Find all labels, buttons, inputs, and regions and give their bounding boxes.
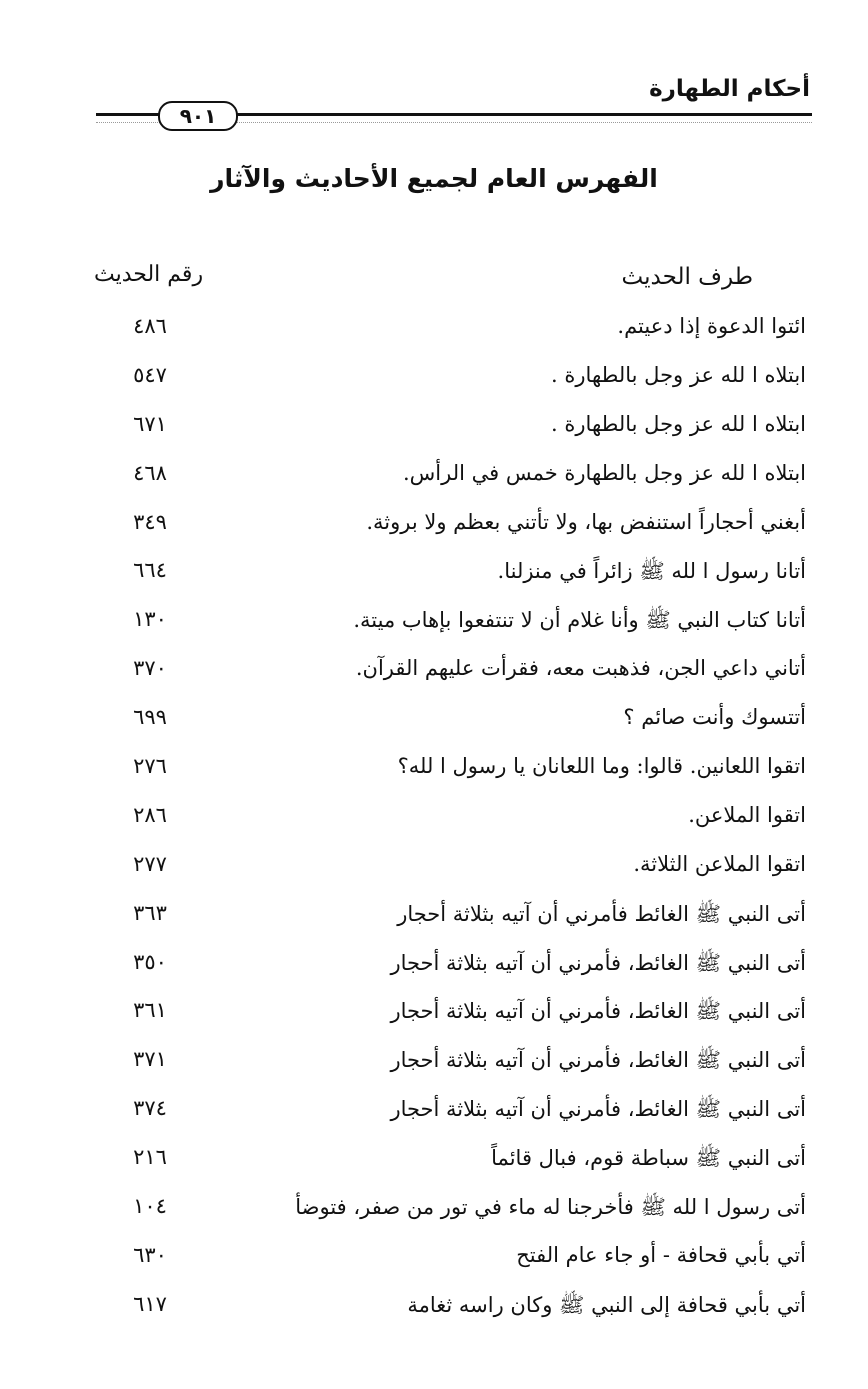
- index-entry: [0, 502, 868, 551]
- index-entry: [0, 697, 868, 746]
- entry-number: ٣٧٠: [133, 656, 167, 681]
- entry-number: ٥٤٧: [133, 362, 167, 387]
- index-entry: [0, 1039, 868, 1088]
- index-entry: [0, 453, 868, 502]
- entry-text: ابتلاه ا لله عز وجل بالطهارة .: [551, 362, 806, 387]
- entry-text: أتي بأبي قحافة إلى النبي ﷺ وكان راسه ثغامة: [407, 1292, 806, 1317]
- entry-number: ٣٧٤: [133, 1096, 167, 1121]
- entry-text: أتى النبي ﷺ الغائط، فأمرني أن آتيه بثلاثة أحجار: [390, 999, 806, 1024]
- index-entry: [0, 306, 868, 355]
- entry-text: أتانا رسول ا لله ﷺ زائراً في منزلنا.: [497, 559, 806, 584]
- entry-number: ٢٨٦: [133, 802, 167, 827]
- entry-number: ٤٦٨: [133, 460, 167, 485]
- entry-text: اتقوا اللعانين. قالوا: وما اللعانان يا رسول ا لله؟: [397, 754, 806, 779]
- index-entry: [0, 1235, 868, 1284]
- entry-text: أتاني داعي الجن، فذهبت معه، فقرأت عليهم القرآن.: [355, 656, 806, 681]
- entry-text: أتى النبي ﷺ الغائط، فأمرني أن آتيه بثلاثة أحجار: [390, 1048, 806, 1073]
- entry-number: ٦٦٤: [133, 558, 167, 583]
- entry-text: ابتلاه ا لله عز وجل بالطهارة .: [551, 411, 806, 436]
- index-entry: [0, 1137, 868, 1186]
- entry-number: ٦٧١: [133, 411, 167, 436]
- index-entries: [0, 306, 868, 1333]
- page-number: ٩٠١: [158, 101, 238, 131]
- entry-number: ١٠٤: [133, 1194, 167, 1219]
- entry-text: أتى النبي ﷺ الغائط، فأمرني أن آتيه بثلاثة أحجار: [390, 1097, 806, 1122]
- entry-text: أبغني أحجاراً استنفض بها، ولا تأتني بعظم ولا بروثة.: [366, 509, 806, 534]
- index-entry: [0, 942, 868, 991]
- index-title: الفهرس العام لجميع الأحاديث والآثار: [210, 164, 658, 193]
- entry-text: أتى النبي ﷺ سباطة قوم، فبال قائماً: [491, 1146, 806, 1171]
- entry-text: اتقوا الملاعن.: [688, 802, 806, 827]
- entry-number: ٤٨٦: [133, 314, 167, 338]
- entry-number: ٢١٦: [133, 1145, 167, 1170]
- index-entry: [0, 1284, 868, 1333]
- entry-number: ٦٩٩: [133, 705, 167, 730]
- entry-text: أتانا كتاب النبي ﷺ وأنا غلام أن لا تنتفعوا بإهاب ميتة.: [353, 608, 806, 633]
- index-entry: [0, 355, 868, 404]
- entry-text: أتي بأبي قحافة - أو جاء عام الفتح: [516, 1242, 806, 1267]
- entry-number: ٣٦١: [133, 998, 167, 1023]
- entry-number: ٦٣٠: [133, 1242, 167, 1267]
- index-entry: [0, 599, 868, 648]
- entry-number: ٢٧٦: [133, 754, 167, 779]
- entry-number: ٣٥٠: [133, 949, 167, 974]
- index-entry: [0, 795, 868, 844]
- entry-number: ٣٤٩: [133, 509, 167, 534]
- index-entry: [0, 746, 868, 795]
- entry-number: ٣٧١: [133, 1047, 167, 1072]
- index-entry: [0, 1186, 868, 1235]
- entry-text: ابتلاه ا لله عز وجل بالطهارة خمس في الرأس.: [402, 460, 806, 485]
- index-entry: [0, 648, 868, 697]
- index-entry: [0, 844, 868, 893]
- entry-number: ٢٧٧: [133, 851, 167, 876]
- index-entry: [0, 550, 868, 599]
- index-entry: [0, 893, 868, 942]
- entry-text: أتى رسول ا لله ﷺ فأخرجنا له ماء في تور من صفر، فتوضأ: [295, 1195, 806, 1220]
- entry-text: اتقوا الملاعن الثلاثة.: [633, 851, 806, 876]
- entry-number: ٦١٧: [133, 1291, 167, 1316]
- entry-text: أتى النبي ﷺ الغائط فأمرني أن آتيه بثلاثة أحجار: [397, 901, 806, 926]
- index-entry: [0, 404, 868, 453]
- entry-text: ائتوا الدعوة إذا دعيتم.: [617, 314, 806, 338]
- entry-number: ٣٦٣: [133, 900, 167, 925]
- index-entry: [0, 1088, 868, 1137]
- running-title: أحكام الطهارة: [649, 76, 810, 102]
- column-header-hadith-number: رقم الحديث: [94, 262, 204, 287]
- entry-number: ١٣٠: [133, 607, 167, 632]
- column-header-hadith-text: طرف الحديث: [621, 264, 753, 290]
- entry-text: أتى النبي ﷺ الغائط، فأمرني أن آتيه بثلاثة أحجار: [390, 950, 806, 975]
- index-entry: [0, 990, 868, 1039]
- entry-text: أتتسوك وأنت صائم ؟: [623, 705, 806, 730]
